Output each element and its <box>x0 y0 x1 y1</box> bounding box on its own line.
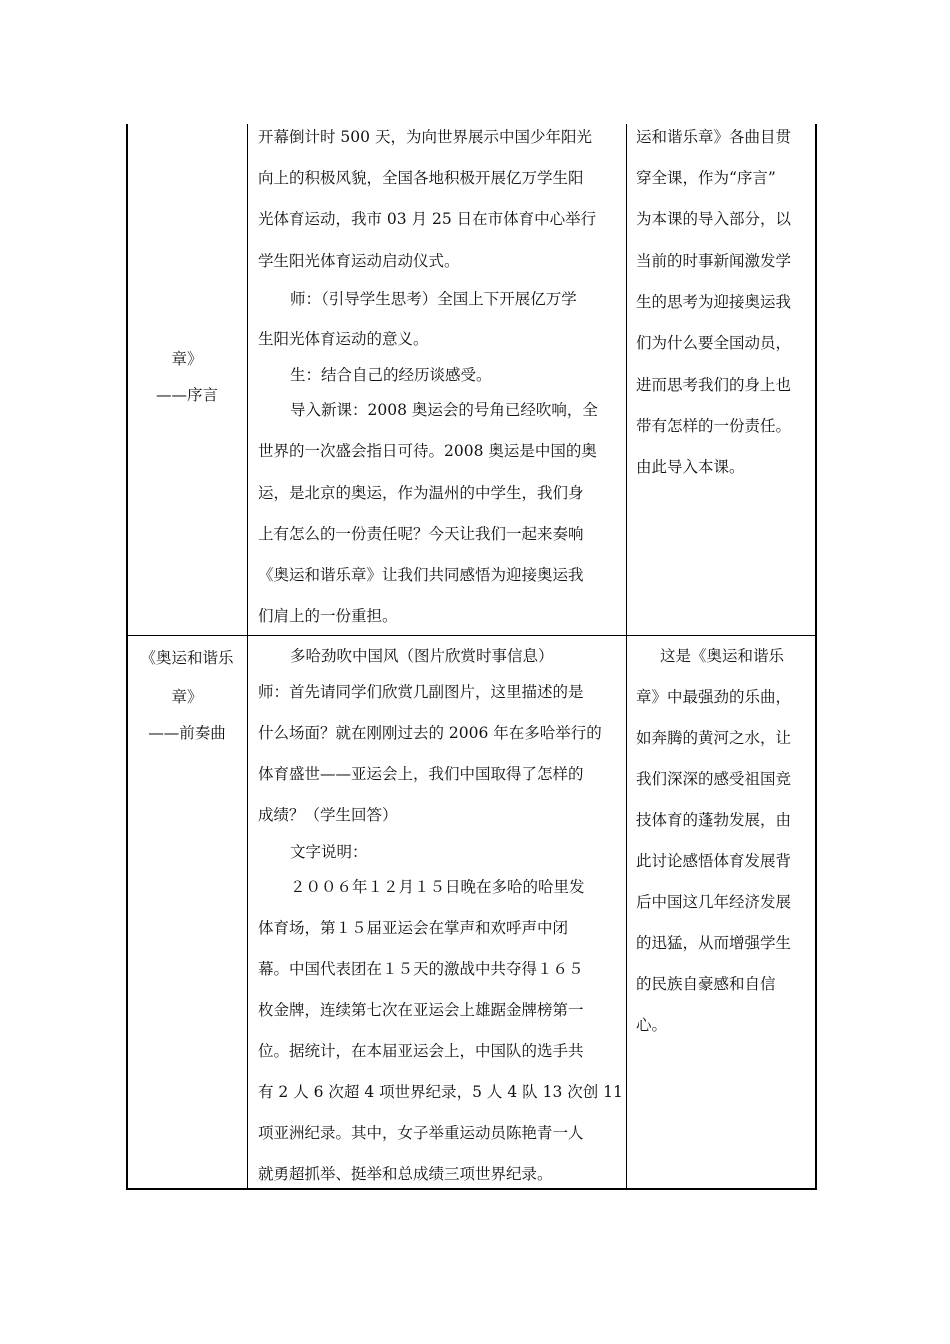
row-label-line: ——前奏曲 <box>148 724 226 742</box>
note-line: 技体育的蓬勃发展，由 <box>636 811 792 829</box>
content-line: 生：结合自己的经历谈感受。 <box>290 366 492 384</box>
note-line: 们为什么要全国动员， <box>636 334 792 352</box>
content-line: 有 2 人 6 次超 4 项世界纪录，5 人 4 队 13 次创 11 <box>258 1083 623 1101</box>
content-line: 《奥运和谐乐章》让我们共同感悟为迎接奥运我 <box>258 566 584 584</box>
note-line: 当前的时事新闻激发学 <box>636 252 792 270</box>
content-line: 世界的一次盛会指日可待。2008 奥运是中国的奥 <box>258 442 597 460</box>
note-line: 为本课的导入部分，以 <box>636 210 792 228</box>
table-border-bottom <box>126 1188 817 1190</box>
note-line: 由此导入本课。 <box>636 458 745 476</box>
content-line: ２００６年１２月１５日晚在多哈的哈里发 <box>290 878 585 896</box>
note-line: 章》中最强劲的乐曲， <box>636 688 792 706</box>
row-divider <box>126 635 817 636</box>
note-line: 的迅猛，从而增强学生 <box>636 934 792 952</box>
row-label-line: 章》 <box>171 350 203 368</box>
content-line: 文字说明： <box>290 843 368 861</box>
content-line: 运，是北京的奥运，作为温州的中学生，我们身 <box>258 484 584 502</box>
content-line: 位。据统计，在本届亚运会上，中国队的选手共 <box>258 1042 584 1060</box>
content-line: 枚金牌，连续第七次在亚运会上雄踞金牌榜第一 <box>258 1001 584 1019</box>
row-label-line: ——序言 <box>155 386 218 404</box>
content-line: 学生阳光体育运动启动仪式。 <box>258 252 460 270</box>
content-line: 上有怎么的一份责任呢？今天让我们一起来奏响 <box>258 525 584 543</box>
content-line: 项亚洲纪录。其中，女子举重运动员陈艳青一人 <box>258 1124 584 1142</box>
note-line: 如奔腾的黄河之水，让 <box>636 729 792 747</box>
content-line: 就勇超抓举、挺举和总成绩三项世界纪录。 <box>258 1165 553 1183</box>
note-line: 此讨论感悟体育发展背 <box>636 852 792 870</box>
note-line: 运和谐乐章》各曲目贯 <box>636 128 792 146</box>
note-line: 生的思考为迎接奥运我 <box>636 293 792 311</box>
table-border-right <box>815 124 817 1190</box>
content-line: 光体育运动，我市 03 月 25 日在市体育中心举行 <box>258 210 597 228</box>
content-line: 向上的积极风貌，全国各地积极开展亿万学生阳 <box>258 169 584 187</box>
content-line: 们肩上的一份重担。 <box>258 607 398 625</box>
note-line: 后中国这几年经济发展 <box>636 893 792 911</box>
content-line: 导入新课：2008 奥运会的号角已经吹响，全 <box>290 401 598 419</box>
note-line: 进而思考我们的身上也 <box>636 376 792 394</box>
note-line: 这是《奥运和谐乐 <box>660 647 785 665</box>
content-line: 师：首先请同学们欣赏几副图片，这里描述的是 <box>258 683 584 701</box>
note-line: 穿全课，作为“序言” <box>636 169 776 187</box>
note-line: 心。 <box>636 1016 668 1034</box>
content-line: 成绩？（学生回答） <box>258 806 398 824</box>
content-line: 什么场面？就在刚刚过去的 2006 年在多哈举行的 <box>258 724 602 742</box>
content-line: 体育场，第１５届亚运会在掌声和欢呼声中闭 <box>258 919 569 937</box>
note-line: 带有怎样的一份责任。 <box>636 417 792 435</box>
row-label-line: 章》 <box>171 688 203 706</box>
row-label-line: 《奥运和谐乐 <box>140 649 234 667</box>
note-line: 我们深深的感受祖国竞 <box>636 770 792 788</box>
content-line: 体育盛世——亚运会上，我们中国取得了怎样的 <box>258 765 584 783</box>
content-line: 多哈劲吹中国风（图片欣赏时事信息） <box>290 647 554 665</box>
content-line: 生阳光体育运动的意义。 <box>258 330 429 348</box>
content-line: 师：（引导学生思考）全国上下开展亿万学 <box>290 290 577 308</box>
note-line: 的民族自豪感和自信 <box>636 975 776 993</box>
column-divider-2 <box>626 124 627 1190</box>
content-line: 开幕倒计时 500 天，为向世界展示中国少年阳光 <box>258 128 592 146</box>
column-divider-1 <box>247 124 248 1190</box>
content-line: 幕。中国代表团在１５天的激战中共夺得１６５ <box>258 960 584 978</box>
